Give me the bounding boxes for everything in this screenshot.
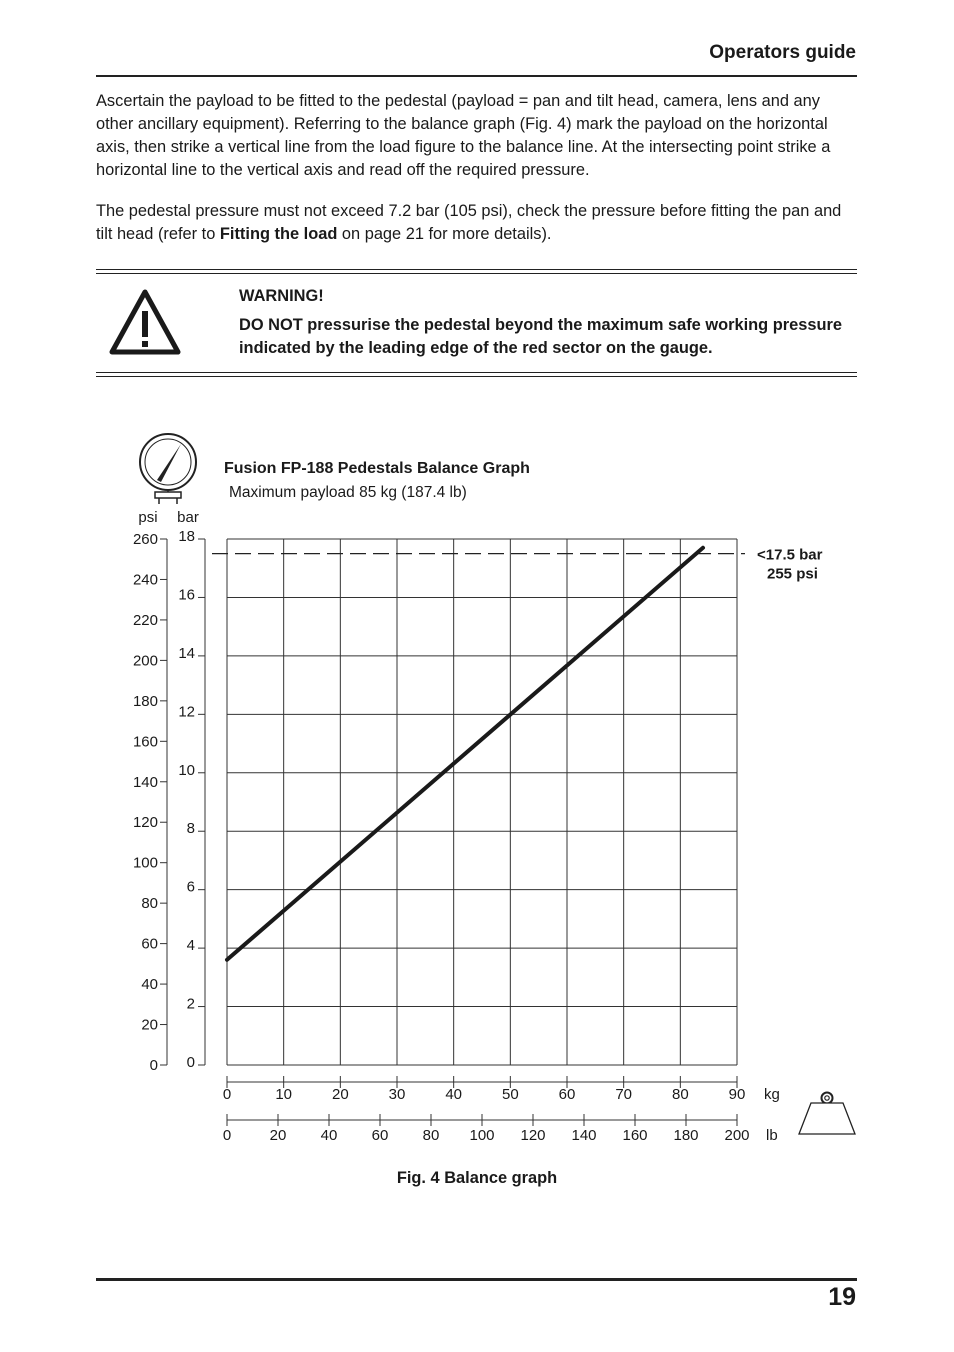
y-axes — [133, 509, 205, 1074]
header-title: Operators guide — [709, 42, 856, 63]
weight-icon — [797, 1090, 859, 1138]
kg-axis-label: kg — [764, 1086, 780, 1103]
kg-tick-label: 60 — [558, 1086, 576, 1103]
lb-tick-label: 80 — [422, 1127, 440, 1144]
psi-tick-label: 20 — [141, 1016, 158, 1034]
psi-tick-label: 140 — [132, 773, 158, 791]
psi-tick-label: 200 — [132, 652, 158, 670]
kg-tick-label: 80 — [671, 1086, 689, 1103]
psi-tick-label: 80 — [141, 895, 158, 913]
kg-tick-label: 10 — [275, 1086, 293, 1103]
figure-caption: Fig. 4 Balance graph — [396, 1169, 558, 1187]
bar-tick-label: 2 — [186, 995, 195, 1013]
psi-tick-label: 40 — [141, 976, 158, 994]
lb-tick-label: 40 — [320, 1127, 338, 1144]
kg-tick-label: 70 — [615, 1086, 633, 1103]
psi-tick-label: 0 — [149, 1057, 158, 1074]
lb-tick-label: 160 — [622, 1127, 648, 1144]
lb-tick-label: 200 — [724, 1127, 750, 1144]
bar-tick-label: 8 — [186, 820, 195, 838]
fitting-the-load-reference: Fitting the load — [219, 225, 338, 243]
lb-tick-label: 180 — [673, 1127, 699, 1144]
lb-tick-label: 140 — [571, 1127, 597, 1144]
chart-subtitle: Maximum payload 85 kg (187.4 lb) — [229, 484, 467, 501]
kg-tick-label: 30 — [388, 1086, 406, 1103]
bar-tick-label: 0 — [186, 1054, 195, 1071]
psi-tick-label: 60 — [141, 935, 158, 953]
psi-tick-label: 260 — [132, 531, 158, 548]
bar-axis-label: bar — [177, 509, 199, 526]
bar-tick-label: 12 — [178, 703, 195, 721]
bar-tick-label: 16 — [178, 586, 195, 604]
footer-rule — [96, 1278, 857, 1281]
psi-tick-label: 120 — [132, 814, 158, 832]
lb-tick-label: 0 — [222, 1127, 232, 1144]
warning-body: DO NOT pressurise the pedestal beyond the maximum safe working pressure indicated by the leading edge of the red sector on the gauge. — [239, 316, 842, 357]
para2-text-start: The pedestal pressure must not exceed 7.2 bar (105 psi), check the pressure before fitting the pan and tilt head (refer to — [96, 202, 842, 243]
chart-title: Fusion FP-188 Pedestals Balance Graph — [224, 460, 530, 477]
kg-tick-label: 90 — [728, 1086, 746, 1103]
chart-grid — [227, 539, 737, 1065]
psi-tick-label: 240 — [132, 571, 158, 589]
page-number: 19 — [828, 1283, 856, 1311]
limit-label-psi: 255 psi — [767, 565, 818, 583]
psi-tick-label: 100 — [132, 854, 158, 872]
psi-tick-label: 180 — [132, 692, 158, 710]
lb-axis-label: lb — [766, 1127, 778, 1144]
kg-tick-label: 50 — [501, 1086, 519, 1103]
lb-tick-label: 100 — [469, 1127, 495, 1144]
lb-tick-label: 120 — [520, 1127, 546, 1144]
lb-tick-label: 20 — [269, 1127, 287, 1144]
kg-tick-label: 0 — [222, 1086, 232, 1103]
psi-tick-label: 220 — [132, 611, 158, 629]
x-axes — [223, 1076, 780, 1144]
intro-paragraph-1: Ascertain the payload to be fitted to the pedestal (payload = pan and tilt head, camera, lens and any other ancillary equipment). Referring to the balance graph (Fig. 4) mark the payload on the horizontal axis, then strike a vertical line from the load figure to the balance line. At the intersecting point strike a horizontal line to the vertical axis and read off the required pressure. — [96, 92, 831, 179]
kg-tick-label: 20 — [331, 1086, 349, 1103]
balance-line — [227, 548, 703, 960]
psi-tick-label: 160 — [132, 733, 158, 751]
bar-tick-label: 4 — [186, 937, 195, 955]
limit-label-bar: <17.5 bar — [757, 546, 823, 564]
kg-tick-label: 40 — [445, 1086, 463, 1103]
warning-title: WARNING! — [239, 287, 324, 305]
bar-tick-label: 6 — [186, 878, 195, 896]
bar-tick-label: 14 — [178, 644, 195, 662]
bar-tick-label: 18 — [178, 528, 195, 545]
psi-axis-label: psi — [138, 509, 158, 526]
bar-tick-label: 10 — [178, 761, 195, 779]
lb-tick-label: 60 — [371, 1127, 389, 1144]
para2-text-end: on page 21 for more details). — [337, 225, 552, 243]
